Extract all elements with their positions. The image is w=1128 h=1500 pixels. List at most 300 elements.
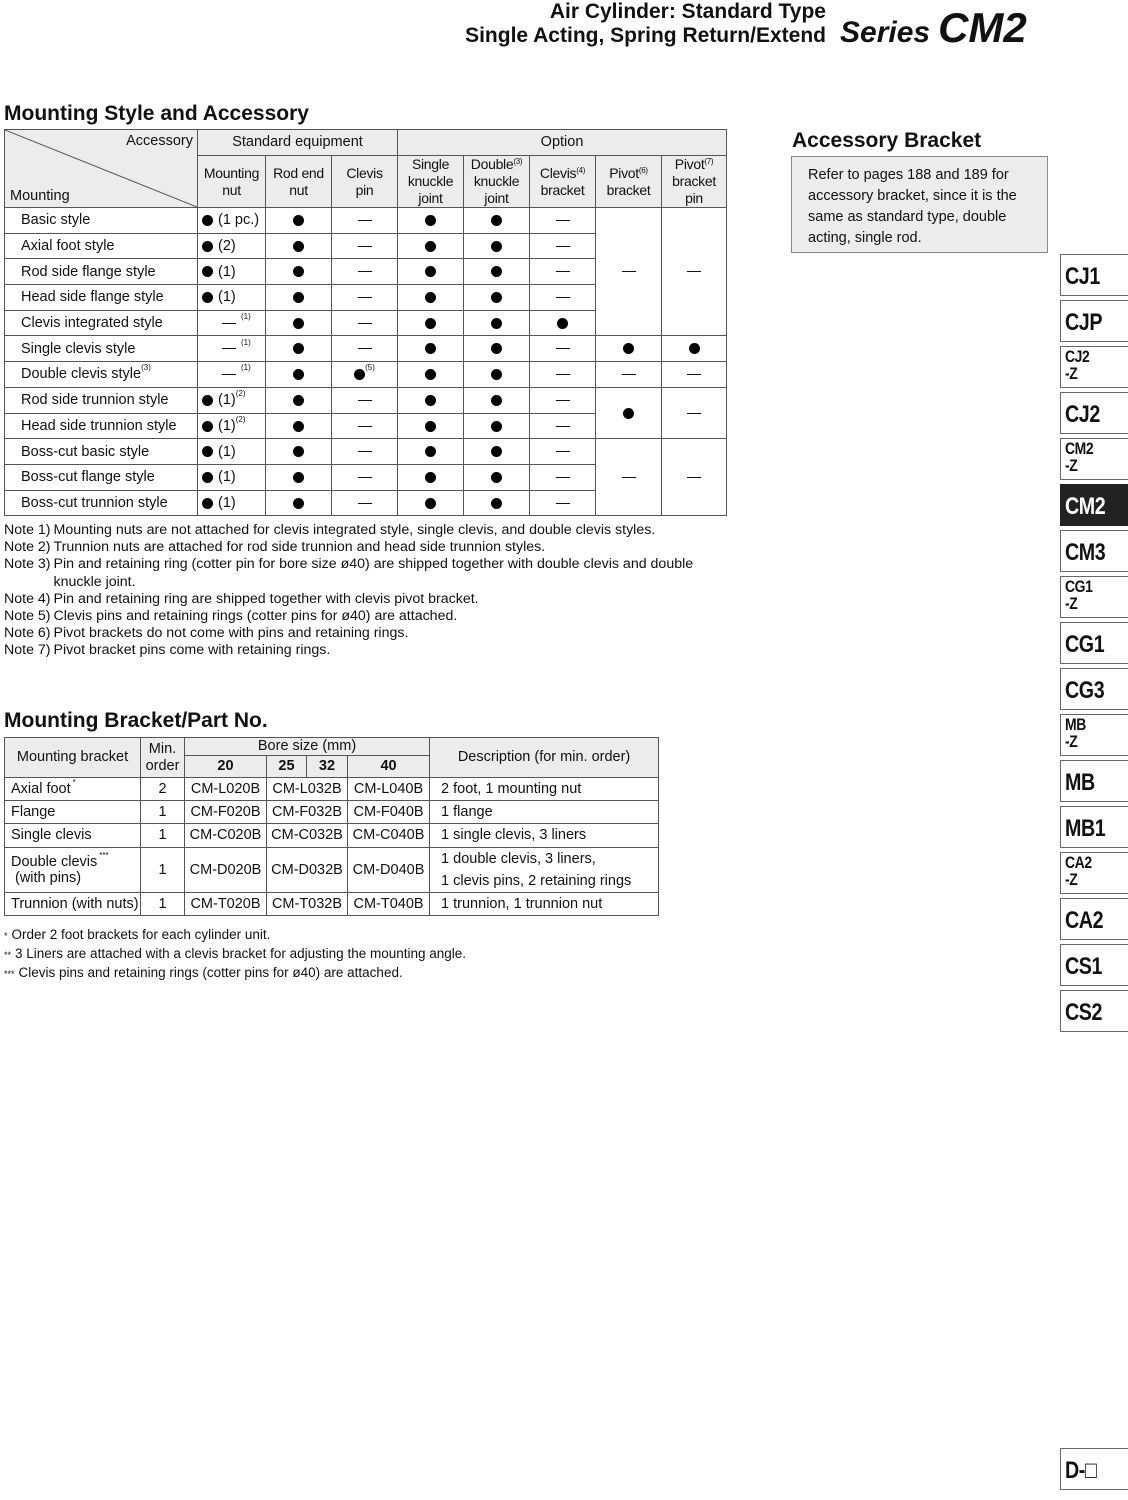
bore-40: 40	[348, 756, 430, 778]
rod-end-nut-cell	[266, 413, 332, 439]
single-knuckle-cell	[398, 387, 464, 413]
description-cell	[430, 824, 659, 847]
single-knuckle-dot	[425, 395, 436, 406]
column-header-line: joint	[418, 190, 443, 206]
bracket-name: Axial foot	[11, 781, 71, 798]
clevis-pin-cell	[332, 413, 398, 439]
bore-25: 25	[267, 756, 307, 778]
side-tab-cm3[interactable]	[1060, 530, 1128, 572]
rod-end-nut-dot	[293, 421, 304, 432]
single-knuckle-cell	[398, 285, 464, 311]
side-tab-cg1[interactable]	[1060, 622, 1128, 664]
mounting-nut-dot	[202, 421, 213, 432]
double-knuckle-cell	[464, 208, 530, 234]
side-tab-d[interactable]	[1060, 1448, 1128, 1490]
column-header-line: Clevis	[539, 164, 577, 181]
clevis-bracket-cell	[530, 208, 596, 234]
side-tab-label: CJ2 -Z	[1065, 347, 1090, 383]
single-knuckle-dot	[425, 369, 436, 380]
clevis-bracket-cell	[530, 259, 596, 285]
pivot-bracket-pin-cell	[662, 336, 727, 362]
mounting-style-name	[5, 464, 198, 490]
pivot-bracket-pin-cell	[662, 387, 727, 438]
double-knuckle-dot	[491, 241, 502, 252]
mounting-nut-note-ref: (1)	[241, 312, 251, 322]
pivot-bracket-pin-cell	[662, 362, 727, 388]
table-corner-cell	[5, 130, 198, 208]
side-tab-cj2[interactable]	[1060, 392, 1128, 434]
mounting-bracket-table	[4, 737, 659, 916]
single-knuckle-dot	[425, 215, 436, 226]
double-knuckle-dot	[491, 215, 502, 226]
side-tab-label: CG1 -Z	[1065, 577, 1093, 613]
pivot-bracket-dash	[622, 374, 636, 375]
bore-size-header: Bore size (mm)	[185, 738, 430, 756]
note-label: Note 5)	[4, 608, 51, 625]
clevis-bracket-cell	[530, 336, 596, 362]
bracket-name: Flange	[11, 804, 56, 821]
description-cell	[430, 801, 659, 824]
mounting-nut-qty: (1 pc.)	[218, 212, 260, 229]
mounting-nut-dot	[202, 215, 213, 226]
double-knuckle-dot	[491, 369, 502, 380]
footnote-text: Order 2 foot brackets for each cylinder unit.	[11, 927, 271, 942]
clevis-pin-cell	[332, 439, 398, 465]
corner-mounting-label: Mounting	[10, 188, 70, 204]
table-row	[5, 387, 727, 413]
mounting-style-label: Head side trunnion style	[21, 417, 177, 434]
bracket-footnotes	[4, 926, 466, 983]
pivot-bracket-dot	[623, 343, 634, 354]
mounting-style-name	[5, 362, 198, 388]
clevis-bracket-dash	[556, 426, 570, 427]
side-tab-cg1-z[interactable]	[1060, 576, 1128, 618]
mounting-bracket-title: Mounting Bracket/Part No.	[4, 709, 268, 732]
note-text: Trunnion nuts are attached for rod side trunnion and head side trunnion styles.	[53, 539, 546, 556]
bore-20: 20	[185, 756, 267, 778]
clevis-pin-cell	[332, 490, 398, 516]
side-tab-cm2[interactable]	[1060, 484, 1128, 526]
rod-end-nut-dot	[293, 472, 304, 483]
footnote-mark: *	[4, 931, 8, 941]
rod-end-nut-dot	[293, 292, 304, 303]
side-tab-label: MB1	[1065, 815, 1106, 842]
mounting-nut-cell	[198, 233, 266, 259]
column-header-line: knuckle	[473, 173, 520, 189]
mounting-style-name	[5, 413, 198, 439]
accessory-bracket-box	[791, 156, 1048, 253]
header-line-1: Air Cylinder: Standard Type	[549, 0, 826, 23]
notes-block	[4, 522, 724, 660]
side-tab-cg3[interactable]	[1060, 668, 1128, 710]
note-label: Note 3)	[4, 556, 51, 573]
header-line-2: Single Acting, Spring Return/Extend	[465, 24, 826, 47]
rod-end-nut-cell	[266, 310, 332, 336]
rod-end-nut-cell	[266, 439, 332, 465]
clevis-pin-note-ref: (5)	[365, 363, 375, 373]
mounting-nut-cell	[198, 259, 266, 285]
mounting-nut-note-ref: (1)	[241, 363, 251, 373]
note-label: Note 4)	[4, 590, 51, 607]
double-knuckle-dot	[491, 395, 502, 406]
part-no-20: CM-T020B	[185, 892, 267, 915]
double-knuckle-cell	[464, 413, 530, 439]
table-row	[5, 801, 659, 824]
mounting-nut-qty: (1)	[218, 392, 236, 409]
mounting-nut-note-ref: (1)	[241, 337, 251, 347]
double-knuckle-dot	[491, 421, 502, 432]
clevis-pin-cell	[332, 464, 398, 490]
series-word: Series	[840, 16, 931, 49]
clevis-pin-dash	[358, 477, 372, 478]
clevis-pin-cell	[332, 336, 398, 362]
mounting-nut-cell	[198, 208, 266, 234]
clevis-bracket-dash	[556, 451, 570, 452]
clevis-pin-dash	[358, 426, 372, 427]
clevis-pin-cell	[332, 387, 398, 413]
pivot-bracket-pin-dot	[689, 343, 700, 354]
clevis-pin-cell	[332, 362, 398, 388]
side-tab-label: CG3	[1065, 677, 1105, 704]
side-tab-label: CJP	[1065, 309, 1103, 336]
column-header-line: nut	[222, 181, 241, 198]
mounting-nut-cell	[198, 362, 266, 388]
pivot-bracket-dash	[622, 477, 636, 478]
rod-end-nut-dot	[293, 498, 304, 509]
single-knuckle-dot	[425, 292, 436, 303]
column-header-line: Rod end	[273, 164, 324, 181]
table-row	[5, 824, 659, 847]
side-tab-label: CJ1	[1065, 263, 1100, 290]
pivot-bracket-dash	[622, 271, 636, 272]
clevis-bracket-cell	[530, 464, 596, 490]
accessory-bracket-title: Accessory Bracket	[792, 129, 982, 152]
mounting-nut-qty: (2)	[218, 238, 236, 255]
bracket-name: Single clevis	[11, 827, 92, 844]
column-header	[464, 156, 530, 208]
mounting-nut-cell	[198, 336, 266, 362]
part-no-25-32: CM-C032B	[267, 824, 348, 847]
min-order-l1: Min.	[148, 740, 177, 757]
column-header-line: bracket	[540, 181, 585, 198]
mounting-style-name	[5, 208, 198, 234]
column-header	[266, 156, 332, 208]
rod-end-nut-cell	[266, 208, 332, 234]
column-header-line: Pivot	[609, 164, 639, 181]
single-knuckle-dot	[425, 421, 436, 432]
table-row	[5, 336, 727, 362]
bracket-footnote-mark: *	[72, 778, 76, 788]
description-cell	[430, 847, 659, 892]
part-no-40: CM-L040B	[348, 778, 430, 801]
mounting-bracket-header: Mounting bracket	[5, 738, 141, 778]
clevis-bracket-dash	[556, 246, 570, 247]
description-line: 1 flange	[441, 804, 493, 821]
rod-end-nut-cell	[266, 285, 332, 311]
part-no-20: CM-F020B	[185, 801, 267, 824]
table-row	[5, 892, 659, 915]
double-knuckle-dot	[491, 266, 502, 277]
clevis-bracket-cell	[530, 439, 596, 465]
clevis-pin-cell	[332, 310, 398, 336]
mounting-style-name	[5, 439, 198, 465]
single-knuckle-cell	[398, 362, 464, 388]
single-knuckle-dot	[425, 318, 436, 329]
clevis-pin-dot	[354, 369, 365, 380]
table-row	[5, 208, 727, 234]
note-item	[4, 642, 724, 659]
description-line: 2 foot, 1 mounting nut	[441, 781, 582, 798]
note-text: Mounting nuts are not attached for clevis integrated style, single clevis, and double clevis styles.	[53, 522, 656, 538]
clevis-bracket-cell	[530, 233, 596, 259]
column-note-ref: (4)	[576, 165, 586, 175]
pivot-bracket-pin-cell	[662, 439, 727, 516]
single-knuckle-cell	[398, 233, 464, 259]
side-tab-mb1[interactable]	[1060, 806, 1128, 848]
side-tab-label: CS1	[1065, 953, 1103, 980]
part-no-40: CM-C040B	[348, 824, 430, 847]
bracket-name: Trunnion (with nuts)	[11, 895, 139, 912]
clevis-bracket-dash	[556, 220, 570, 221]
double-knuckle-cell	[464, 387, 530, 413]
column-header-line: joint	[484, 190, 509, 206]
side-tab-cjp[interactable]	[1060, 300, 1128, 342]
bracket-name-cell	[5, 801, 141, 824]
bracket-name: Double clevis	[11, 853, 98, 870]
single-knuckle-dot	[425, 446, 436, 457]
description-line: 1 clevis pins, 2 retaining rings	[441, 872, 632, 889]
clevis-bracket-cell	[530, 285, 596, 311]
side-tab-label: CG1	[1065, 631, 1105, 658]
mounting-style-title: Mounting Style and Accessory	[4, 102, 309, 125]
single-knuckle-cell	[398, 439, 464, 465]
note-label: Note 2)	[4, 539, 51, 556]
rod-end-nut-cell	[266, 387, 332, 413]
double-knuckle-cell	[464, 285, 530, 311]
bracket-name-cell	[5, 778, 141, 801]
single-knuckle-dot	[425, 343, 436, 354]
double-knuckle-dot	[491, 318, 502, 329]
mounting-nut-dot	[202, 472, 213, 483]
clevis-bracket-dash	[556, 477, 570, 478]
row-note-ref: (3)	[141, 363, 151, 373]
mounting-nut-cell	[198, 490, 266, 516]
note-item	[4, 539, 724, 556]
column-header-line: Double	[470, 156, 514, 172]
note-label: Note 7)	[4, 642, 51, 659]
side-tab-label: CM2 -Z	[1065, 439, 1094, 475]
corner-accessory-label: Accessory	[126, 133, 193, 149]
min-order: 1	[141, 801, 185, 824]
min-order: 2	[141, 778, 185, 801]
side-tab-cj2-z[interactable]	[1060, 346, 1128, 388]
min-order-header	[141, 738, 185, 778]
clevis-pin-dash	[358, 246, 372, 247]
description-cell	[430, 778, 659, 801]
side-tab-cj1[interactable]	[1060, 254, 1128, 296]
pivot-bracket-pin-dash	[687, 477, 701, 478]
clevis-pin-dash	[358, 323, 372, 324]
mounting-style-label: Axial foot style	[21, 238, 115, 255]
column-header	[398, 156, 464, 208]
standard-equipment-header: Standard equipment	[198, 130, 398, 156]
note-text: Clevis pins and retaining rings (cotter pins for ø40) are attached.	[53, 608, 458, 625]
double-knuckle-dot	[491, 292, 502, 303]
clevis-bracket-dash	[556, 503, 570, 504]
rod-end-nut-cell	[266, 336, 332, 362]
rod-end-nut-dot	[293, 266, 304, 277]
column-header	[332, 156, 398, 208]
column-header	[596, 156, 662, 208]
side-tab-cs1[interactable]	[1060, 944, 1128, 986]
bore-32: 32	[307, 756, 348, 778]
mounting-nut-qty: (1)	[218, 289, 236, 306]
mounting-nut-dot	[202, 498, 213, 509]
single-knuckle-dot	[425, 241, 436, 252]
side-tab-mb[interactable]	[1060, 760, 1128, 802]
column-header-line: bracket	[606, 181, 651, 198]
series-title	[840, 4, 1027, 52]
mounting-nut-qty: (1)	[218, 443, 236, 460]
side-tab-ca2-z[interactable]	[1060, 852, 1128, 894]
mounting-style-label: Basic style	[21, 212, 91, 229]
column-header-line: pin	[355, 181, 374, 198]
column-header-line: knuckle	[407, 173, 454, 189]
rod-end-nut-dot	[293, 343, 304, 354]
side-tab-ca2[interactable]	[1060, 898, 1128, 940]
column-note-ref: (3)	[513, 157, 523, 166]
column-header-line: bracket pin	[672, 173, 716, 206]
bracket-footnote-mark: ***	[99, 850, 109, 860]
side-tab-label: CS2	[1065, 999, 1103, 1026]
footnote-item	[4, 926, 466, 945]
mounting-nut-cell	[198, 310, 266, 336]
mounting-nut-qty: (1)	[218, 263, 236, 280]
side-tab-cs2[interactable]	[1060, 990, 1128, 1032]
footnote-mark: ***	[4, 969, 15, 979]
part-no-20: CM-D020B	[185, 847, 267, 892]
part-no-40: CM-T040B	[348, 892, 430, 915]
table-row	[5, 847, 659, 892]
clevis-bracket-cell	[530, 413, 596, 439]
single-knuckle-dot	[425, 266, 436, 277]
table-row	[5, 439, 727, 465]
series-name: CM2	[938, 4, 1027, 51]
mounting-nut-dash	[222, 323, 236, 324]
column-header-line: Mounting	[203, 164, 260, 181]
single-knuckle-cell	[398, 208, 464, 234]
single-knuckle-cell	[398, 259, 464, 285]
clevis-bracket-cell	[530, 362, 596, 388]
rod-end-nut-cell	[266, 233, 332, 259]
mounting-style-label: Boss-cut flange style	[21, 469, 155, 486]
pivot-bracket-cell	[596, 336, 662, 362]
double-knuckle-dot	[491, 472, 502, 483]
description-line: 1 double clevis, 3 liners,	[441, 850, 596, 867]
clevis-pin-cell	[332, 208, 398, 234]
mounting-style-label: Single clevis style	[21, 340, 136, 357]
rod-end-nut-cell	[266, 259, 332, 285]
column-header	[662, 156, 727, 208]
description-cell	[430, 892, 659, 915]
column-note-ref: (6)	[638, 165, 648, 175]
pivot-bracket-cell	[596, 387, 662, 438]
mounting-nut-cell	[198, 464, 266, 490]
double-knuckle-dot	[491, 343, 502, 354]
clevis-bracket-cell	[530, 310, 596, 336]
mounting-nut-dot	[202, 241, 213, 252]
double-knuckle-cell	[464, 310, 530, 336]
clevis-pin-dash	[358, 297, 372, 298]
side-tab-mb-z[interactable]	[1060, 714, 1128, 756]
side-tab-label: MB -Z	[1065, 715, 1086, 751]
mounting-nut-cell	[198, 439, 266, 465]
option-header: Option	[398, 130, 727, 156]
mounting-style-name	[5, 310, 198, 336]
note-label: Note 6)	[4, 625, 51, 642]
note-item	[4, 591, 724, 608]
column-header-line: Single	[411, 156, 450, 172]
double-knuckle-cell	[464, 439, 530, 465]
single-knuckle-cell	[398, 336, 464, 362]
double-knuckle-cell	[464, 490, 530, 516]
part-no-25-32: CM-D032B	[267, 847, 348, 892]
part-no-25-32: CM-L032B	[267, 778, 348, 801]
clevis-pin-dash	[358, 400, 372, 401]
note-label: Note 1)	[4, 522, 51, 538]
mounting-style-label: Clevis integrated style	[21, 315, 163, 332]
mounting-nut-dash	[222, 348, 236, 349]
mounting-style-label: Boss-cut trunnion style	[21, 494, 168, 511]
pivot-bracket-cell	[596, 439, 662, 516]
rod-end-nut-cell	[266, 490, 332, 516]
mounting-style-label: Double clevis style	[21, 366, 142, 383]
double-knuckle-dot	[491, 498, 502, 509]
rod-end-nut-dot	[293, 241, 304, 252]
double-knuckle-dot	[491, 446, 502, 457]
mounting-style-label: Rod side flange style	[21, 263, 156, 280]
note-text: Pin and retaining ring (cotter pin for bore size ø40) are shipped together with double clevis and double knuckle joint.	[53, 556, 694, 590]
side-tab-cm2-z[interactable]	[1060, 438, 1128, 480]
pivot-bracket-dot	[623, 408, 634, 419]
single-knuckle-cell	[398, 464, 464, 490]
clevis-pin-cell	[332, 259, 398, 285]
single-knuckle-cell	[398, 310, 464, 336]
rod-end-nut-dot	[293, 215, 304, 226]
double-knuckle-cell	[464, 259, 530, 285]
clevis-pin-cell	[332, 233, 398, 259]
part-no-40: CM-D040B	[348, 847, 430, 892]
bracket-name-cell	[5, 847, 141, 892]
description-line: 1 trunnion, 1 trunnion nut	[441, 895, 603, 912]
note-text: Pivot bracket pins come with retaining rings.	[53, 642, 331, 659]
mounting-nut-dot	[202, 395, 213, 406]
mounting-style-name	[5, 387, 198, 413]
mounting-nut-qty: (1)	[218, 494, 236, 511]
single-knuckle-dot	[425, 498, 436, 509]
mounting-nut-cell	[198, 413, 266, 439]
clevis-bracket-dash	[556, 297, 570, 298]
part-no-25-32: CM-T032B	[267, 892, 348, 915]
bracket-name-sub: (with pins)	[15, 869, 82, 886]
pivot-bracket-pin-dash	[687, 271, 701, 272]
min-order: 1	[141, 824, 185, 847]
side-tab-label: MB	[1065, 769, 1095, 796]
table-row	[5, 778, 659, 801]
mounting-nut-note-ref: (2)	[235, 414, 246, 424]
footnote-text: Clevis pins and retaining rings (cotter pins for ø40) are attached.	[18, 965, 403, 980]
column-note-ref: (7)	[704, 157, 714, 166]
